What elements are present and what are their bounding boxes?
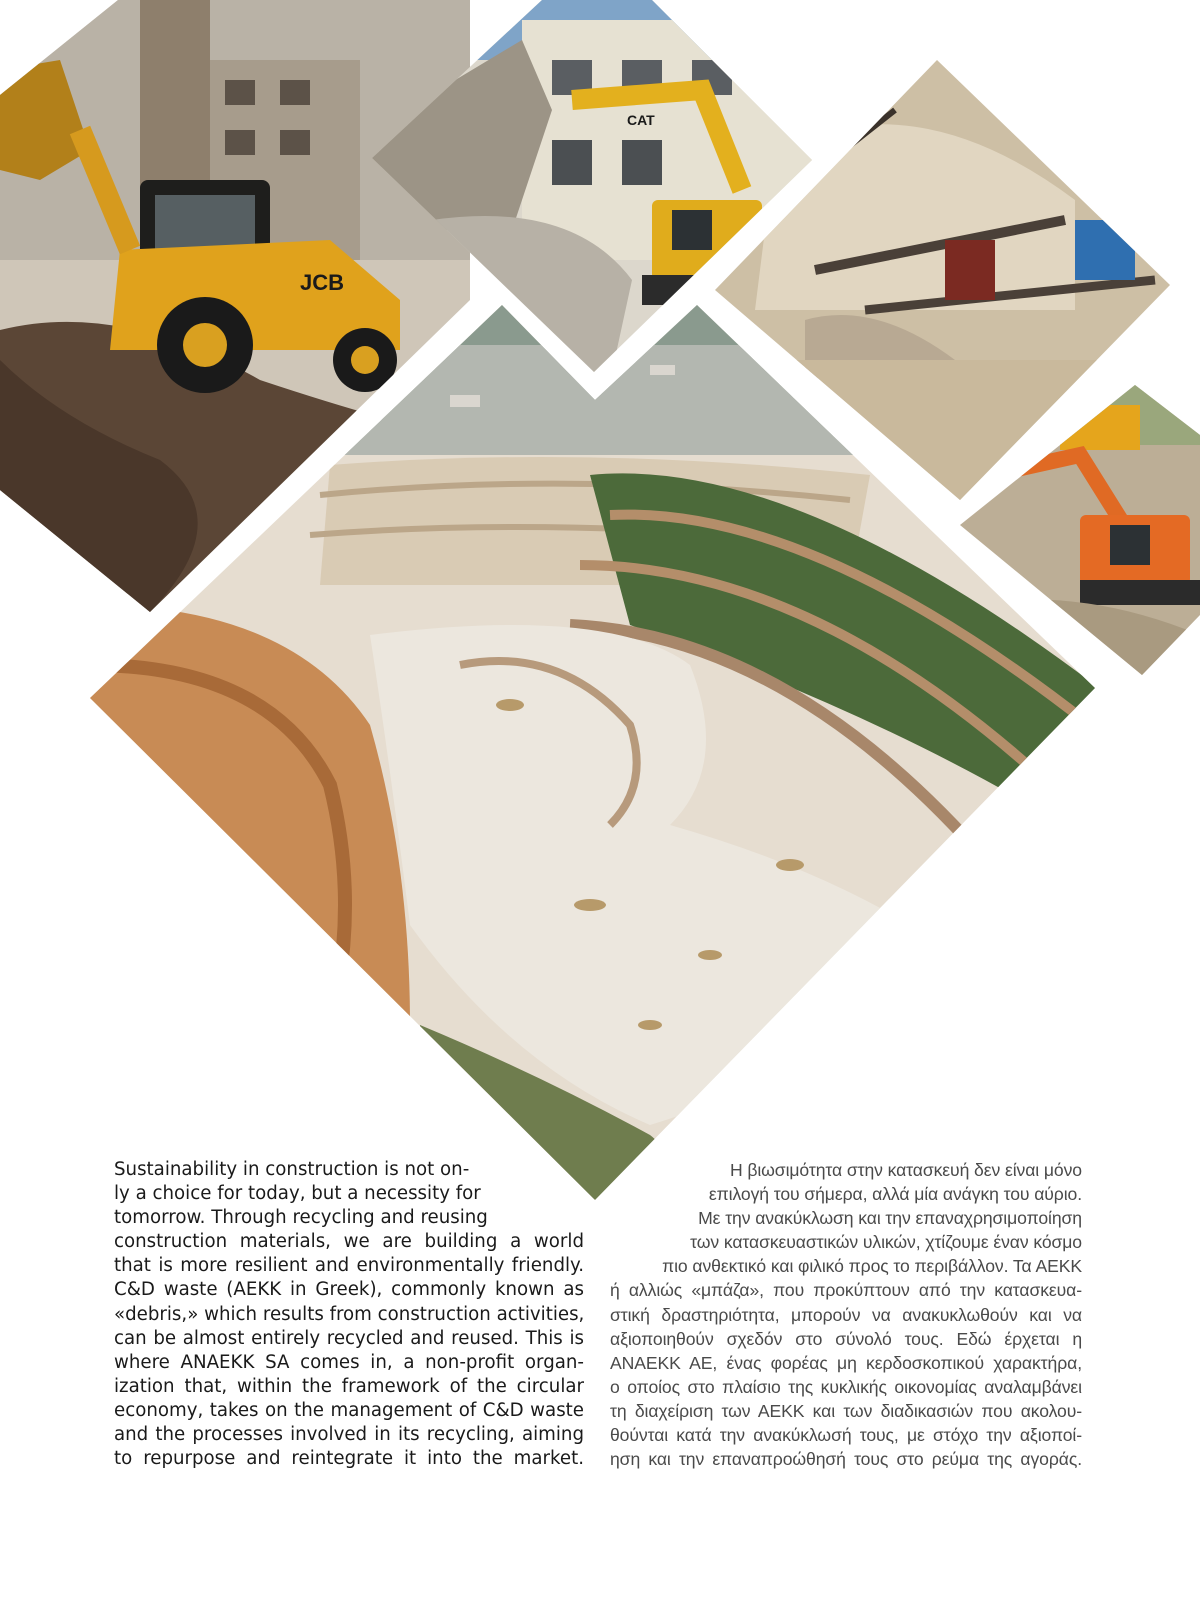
greek-line: ή αλλιώς «μπάζα», που προκύπτουν από την κατασκευα- xyxy=(610,1280,1082,1301)
greek-line: ΑΝΑΕΚΚ ΑΕ, ένας φορέας μη κερδοσκοπικού χαρακτήρα, xyxy=(610,1352,1082,1373)
english-line: to repurpose and reintegrate it into the market. xyxy=(114,1448,584,1470)
english-line: where ANAEKK SA comes in, a non-profit organ- xyxy=(114,1351,584,1373)
english-line: construction materials, we are building a world xyxy=(114,1231,584,1253)
english-line: C&D waste (AEKK in Greek), commonly known as xyxy=(114,1279,584,1301)
greek-line: ο οποίος στο πλαίσιο της κυκλικής οικονομίας αναλαμβάνει xyxy=(610,1376,1082,1397)
english-line: economy, takes on the management of C&D waste xyxy=(114,1399,584,1421)
greek-line: των κατασκευαστικών υλικών, χτίζουμε έναν κόσμο xyxy=(690,1232,1082,1253)
greek-line: θούνται κατά την ανακύκλωσή τους, με στόχο την αξιοποί- xyxy=(610,1425,1082,1446)
excavator-brand: CAT xyxy=(627,112,655,128)
greek-line: στική δραστηριότητα, μπορούν να ανακυκλωθούν και να xyxy=(610,1304,1082,1325)
english-line: and the processes involved in its recycling, aiming xyxy=(114,1424,584,1446)
backhoe-brand: JCB xyxy=(300,270,345,295)
greek-line: Η βιωσιμότητα στην κατασκευή δεν είναι μόνο xyxy=(729,1160,1082,1180)
english-line: «debris,» which results from construction activities, xyxy=(114,1303,585,1325)
english-line: can be almost entirely recycled and reused. This is xyxy=(114,1327,584,1349)
english-line: ly a choice for today, but a necessity for xyxy=(114,1183,481,1205)
greek-line: τη διαχείριση των ΑΕΚΚ και των διαδικασιών που ακολου- xyxy=(610,1400,1082,1421)
article-text-english xyxy=(114,1158,584,1471)
greek-line: πιο ανθεκτικό και φιλικό προς το περιβάλλον. Τα ΑΕΚΚ xyxy=(662,1256,1082,1277)
greek-line: Με την ανακύκλωση και την επαναχρησιμοποίηση xyxy=(698,1208,1082,1229)
english-line: Sustainability in construction is not on- xyxy=(114,1159,470,1180)
english-line: tomorrow. Through recycling and reusing xyxy=(114,1207,488,1229)
greek-line: ηση και την επαναπροώθησή τους στο ρεύμα της αγοράς. xyxy=(610,1449,1082,1470)
english-line: that is more resilient and environmentally friendly. xyxy=(114,1255,584,1277)
english-line: ization that, within the framework of the circular xyxy=(114,1375,584,1397)
greek-line: επιλογή του σήμερα, αλλά μία ανάγκη του αύριο. xyxy=(708,1184,1082,1205)
greek-line: αξιοποιηθούν σχεδόν στο σύνολό τους. Εδώ έρχεται η xyxy=(610,1328,1082,1349)
article-text-greek xyxy=(610,1158,1082,1471)
